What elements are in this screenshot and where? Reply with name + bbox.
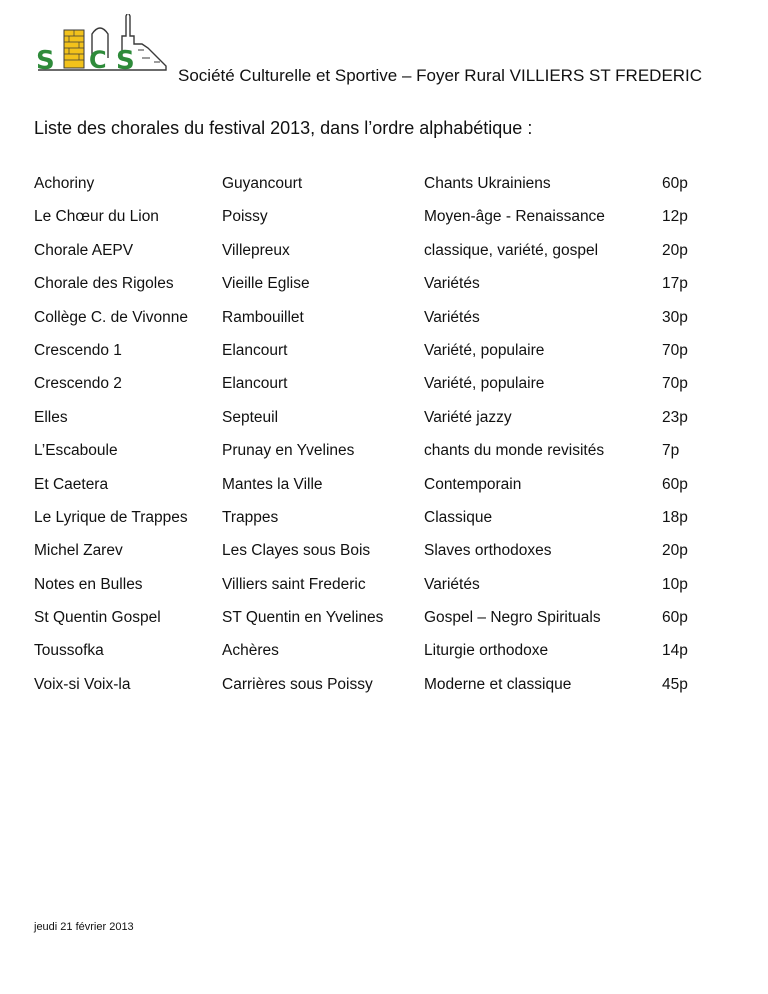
choir-count: 12p (662, 208, 688, 226)
choir-town: Villiers saint Frederic (222, 575, 366, 593)
choir-name: Le Lyrique de Trappes (34, 508, 188, 526)
choir-count: 18p (662, 508, 688, 526)
choir-style: Variété, populaire (424, 341, 545, 359)
choir-town: Mantes la Ville (222, 475, 323, 493)
choir-count: 7p (662, 442, 680, 460)
table-row (34, 366, 754, 399)
scs-logo (30, 14, 170, 74)
choir-count: 10p (662, 575, 688, 593)
choir-name: Toussofka (34, 642, 104, 660)
choir-count: 60p (662, 175, 688, 192)
choir-list (34, 166, 754, 700)
choir-style: Variété jazzy (424, 408, 512, 426)
choir-name: Chorale AEPV (34, 241, 134, 259)
choir-style: Contemporain (424, 475, 522, 493)
choir-count: 70p (662, 341, 688, 359)
choir-town: Achères (222, 642, 279, 660)
choir-style: Slaves orthodoxes (424, 542, 552, 560)
choir-town: Trappes (222, 508, 279, 526)
table-row (34, 300, 754, 333)
table-row (34, 333, 754, 366)
table-row (34, 500, 754, 533)
choir-town: Rambouillet (222, 308, 304, 326)
table-row (34, 266, 754, 299)
choir-count: 20p (662, 542, 688, 560)
choir-style: classique, variété, gospel (424, 241, 599, 259)
choir-count: 30p (662, 308, 688, 326)
choir-town: Les Clayes sous Bois (222, 542, 371, 560)
choir-count: 14p (662, 642, 688, 660)
table-row (34, 166, 754, 199)
choir-name: L’Escaboule (34, 442, 118, 460)
choir-name: Notes en Bulles (34, 575, 143, 593)
choir-count: 17p (662, 275, 688, 293)
choir-count: 45p (662, 675, 688, 693)
choir-town: Elancourt (222, 341, 288, 359)
choir-name: Michel Zarev (34, 542, 123, 560)
choir-town: Poissy (222, 208, 268, 226)
svg-text:S: S (36, 46, 55, 74)
choir-style: Classique (424, 508, 493, 526)
table-row (34, 633, 754, 666)
footer-date: jeudi 21 février 2013 (34, 921, 134, 933)
choir-count: 60p (662, 475, 688, 493)
choir-count: 60p (662, 609, 688, 627)
choir-count: 23p (662, 408, 688, 426)
choir-style: Variétés (424, 275, 480, 293)
choir-town: Prunay en Yvelines (222, 442, 355, 460)
choir-town: Carrières sous Poissy (222, 675, 373, 693)
table-row (34, 233, 754, 266)
table-row (34, 533, 754, 566)
choir-style: Variétés (424, 575, 480, 593)
table-row (34, 400, 754, 433)
choir-town: Elancourt (222, 375, 288, 393)
choir-name: Crescendo 2 (34, 375, 122, 393)
page-title: Liste des chorales du festival 2013, dans l’ordre alphabétique : (34, 118, 533, 138)
choir-count: 20p (662, 241, 688, 259)
choir-town: Septeuil (222, 408, 279, 426)
choir-style: Chants Ukrainiens (424, 175, 551, 192)
choir-style: Liturgie orthodoxe (424, 642, 549, 660)
table-row (34, 600, 754, 633)
choir-name: Elles (34, 408, 68, 426)
choir-style: Variétés (424, 308, 480, 326)
choir-town: ST Quentin en Yvelines (222, 609, 384, 627)
choir-style: Moyen-âge - Renaissance (424, 208, 605, 226)
svg-text:S: S (116, 46, 135, 74)
choir-name: Collège C. de Vivonne (34, 308, 188, 326)
choir-style: chants du monde revisités (424, 442, 605, 460)
choir-name: Crescendo 1 (34, 341, 122, 359)
choir-town: Vieille Eglise (222, 275, 310, 293)
choir-town: Villepreux (222, 241, 290, 259)
table-row (34, 199, 754, 232)
choir-count: 70p (662, 375, 688, 393)
organization-name: Société Culturelle et Sportive – Foyer Rural VILLIERS ST FREDERIC (178, 66, 703, 85)
choir-name: Et Caetera (34, 475, 109, 493)
svg-text:C: C (89, 46, 107, 74)
choir-name: St Quentin Gospel (34, 609, 161, 627)
table-row (34, 433, 754, 466)
choir-style: Variété, populaire (424, 375, 545, 393)
choir-name: Voix-si Voix-la (34, 675, 131, 693)
choir-name: Le Chœur du Lion (34, 208, 159, 226)
table-row (34, 567, 754, 600)
table-row (34, 667, 754, 700)
table-row (34, 467, 754, 500)
choir-style: Gospel – Negro Spirituals (424, 609, 601, 627)
choir-name: Chorale des Rigoles (34, 275, 174, 293)
choir-name: Achoriny (34, 175, 95, 192)
choir-style: Moderne et classique (424, 675, 572, 693)
choir-town: Guyancourt (222, 175, 303, 192)
